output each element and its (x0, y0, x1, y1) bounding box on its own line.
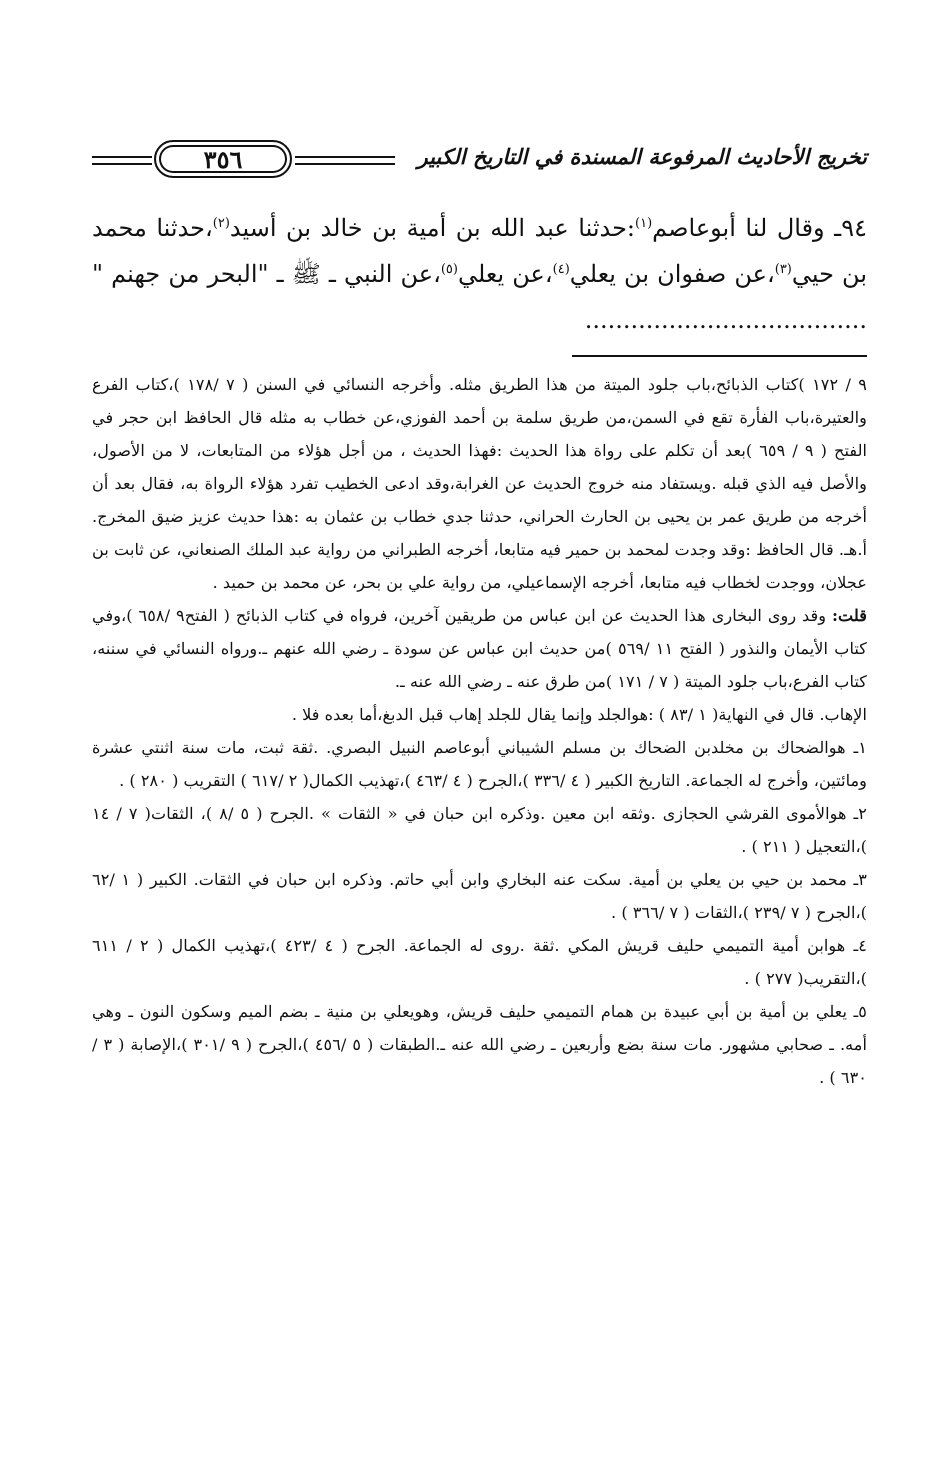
hadith-part-4: ،عن صفوان بن يعلي (569, 260, 775, 288)
footnote-2: ٢ـ هوالأموى القرشي الحجازى .وثقه ابن معين .وذكره ابن حبان في « الثقات » .الجرح ( ٥ /٨ )، الثقات( ٧ / ١٤ )،التعجيل ( ٢١١ ) . (92, 804, 867, 856)
author-comment-label: قلت: (832, 606, 867, 625)
footnote-4: ٤ـ هوابن أمية التميمي حليف قريش المكي .ثقة .روى له الجماعة. الجرح ( ٤ /٤٢٣ )،تهذيب الكمال ( ٢ / ٦١١ )،التقريب( ٢٧٧ ) . (92, 936, 867, 988)
footnote-ref-4: (٤) (552, 262, 570, 277)
hadith-part-1: ٩٤ـ وقال لنا أبوعاصم (652, 214, 867, 242)
page-number: ٣٥٦ (154, 140, 292, 178)
footnote-divider (572, 355, 867, 357)
author-comment-text: وقد روى البخارى هذا الحديث عن ابن عباس من طريقين آخرين، فرواه في كتاب الذبائح ( الفتح٩ /٦٥٨ )،وفي كتاب الأيمان والنذور ( الفتح ١١ /٥٦٩ )من حديث ابن عباس عن سودة ـ رضي الله عنهم ـ.ورواه النسائي في سننه، كتاب الفرع،باب جلود الميتة ( ٧ / ١٧١ )من طرق عنه ـ رضي الله عنه ـ. (92, 606, 868, 691)
footnote-continuation: ٩ / ١٧٢ )كتاب الذبائح،باب جلود الميتة من هذا الطريق مثله. وأخرجه النسائي في السنن ( ٧ /١٧٨ )،كتاب الفرع والعتيرة،باب الفأرة تقع في السمن،من طريق سلمة بن أحمد الفوزي،عن خطاب به مثله قال الحافظ ابن حجر في الفتح ( ٩ / ٦٥٩ )بعد أن تكلم على رواة هذا الحديث :فهذا الحديث ، من أجل هؤلاء من المتابعات، لا من الأصول، والأصل فيه الذي قبله .ويستفاد منه خروج الحديث عن الغرابة،وقد ادعى الخطيب تفرد هؤلاء الرواة به، فقال بعد أن أخرجه من طريق عمر بن يحيى بن الحارث الحراني، حدثنا جدي خطاب بن عثمان به :هذا حديث عزيز ضيق المخرج. أ.هـ. قال الحافظ :وقد وجدت لمحمد بن حمير فيه متابعا، أخرجه الطبراني من رواية عبد الملك الصنعاني، عن ثابت بن عجلان، ووجدت لخطاب فيه متابعا، أخرجه الإسماعيلي، من رواية علي بن بحر، عن محمد بن حميد . (92, 375, 868, 592)
footnote-5: ٥ـ يعلي بن أمية بن أبي عبيدة بن همام التميمي حليف قريش، وهويعلي بن منية ـ بضم الميم وسكون النون ـ وهي أمه. ـ صحابي مشهور. مات سنة بضع وأربعين ـ رضي الله عنه ـ.الطبقات ( ٥ /٤٥٦ )،الجرح ( ٩ /٣٠١ )،الإصابة ( ٣ /٦٣٠ ) . (92, 1002, 867, 1087)
author-comment (92, 599, 867, 698)
hadith-part-6: ،عن النبي ـ ﷺ ـ "البحر من جهنم " (92, 260, 441, 288)
footnote-ref-5: (٥) (440, 262, 458, 277)
hadith-text (92, 205, 867, 343)
hadith-part-2: :حدثنا عبد الله بن أمية بن خالد بن أسيد (229, 214, 636, 242)
page-header (92, 140, 867, 182)
footnotes (92, 368, 867, 1094)
hadith-part-5: ،عن يعلي (457, 260, 553, 288)
page (92, 0, 867, 1482)
header-rule (295, 156, 395, 165)
footnote-1: ١ـ هوالضحاك بن مخلدبن الضحاك بن مسلم الشيباني أبوعاصم النبيل البصري. .ثقة ثبت، مات سنة اثنتي عشرة ومائتين، وأخرج له الجماعة. التاريخ الكبير ( ٤ /٣٣٦ )،الجرح ( ٤ /٤٦٣ )،تهذيب الكمال( ٢ /٦١٧ ) التقريب ( ٢٨٠ ) . (92, 738, 867, 790)
hadith-part-3: ،حدثنا محمد بن حيي (92, 214, 867, 288)
ihab-note: الإهاب. قال في النهاية( ١ /٨٣ ) :هوالجلد وإنما يقال للجلد إهاب قبل الدبغ،أما بعده فلا . (291, 705, 867, 724)
header-title: تخريج الأحاديث المرفوعة المسندة في التاريخ الكبير (417, 144, 867, 169)
footnote-3: ٣ـ محمد بن حيي بن يعلي بن أمية. سكت عنه البخاري وابن أبي حاتم. وذكره ابن حبان في الثقات. الكبير ( ١ /٦٢ )،الجرح ( ٧ /٢٣٩ )،الثقات ( ٧ /٣٦٦ ) . (92, 870, 867, 922)
footnote-ref-2: (٢) (212, 216, 230, 231)
footnote-ref-3: (٣) (774, 262, 792, 277)
footnote-ref-1: (١) (635, 216, 653, 231)
dotted-leader: ..................................... (584, 306, 867, 334)
header-rule-left (92, 156, 152, 165)
